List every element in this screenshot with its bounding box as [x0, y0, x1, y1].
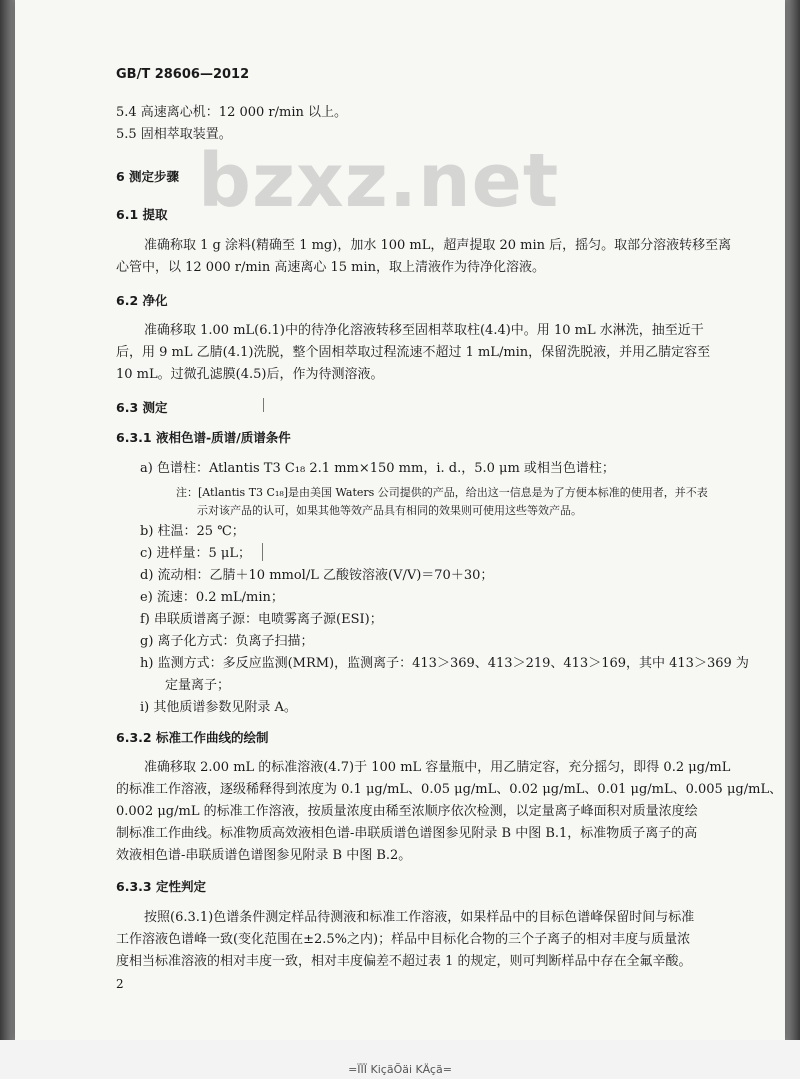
- note-line-1: 注：[Atlantis T3 C₁₈]是由美国 Waters 公司提供的产品，给出这一信息是为了方便本标准的使用者，并不表: [176, 486, 708, 499]
- section-6-heading: 6 测定步骤: [116, 169, 180, 184]
- paragraph-6-3-2-line-4: 制标准工作曲线。标准物质高效液相色谱-串联质谱色谱图参见附录 B 中图 B.1，标准物质子离子的高: [116, 826, 698, 841]
- paragraph-6-3-2-line-5: 效液相色谱-串联质谱色谱图参见附录 B 中图 B.2。: [116, 848, 412, 863]
- paragraph-6-2-line-2: 后，用 9 mL 乙腈(4.1)洗脱，整个固相萃取过程流速不超过 1 mL/min，保留洗脱液，并用乙腈定容至: [116, 345, 711, 360]
- paragraph-6-1-line-2: 心管中，以 12 000 r/min 高速离心 15 min，取上清液作为待净化溶液。: [116, 260, 546, 275]
- right-scan-border: [785, 0, 800, 1079]
- condition-f: f) 串联质谱离子源：电喷雾离子源(ESI)；: [140, 612, 383, 627]
- condition-e: e) 流速：0.2 mL/min；: [140, 590, 284, 605]
- paragraph-6-2-line-3: 10 mL。过微孔滤膜(4.5)后，作为待测溶液。: [116, 367, 384, 382]
- section-6-2-heading: 6.2 净化: [116, 293, 168, 308]
- paragraph-6-3-3-line-3: 度相当标准溶液的相对丰度一致，相对丰度偏差不超过表 1 的规定，则可判断样品中存在全氟辛酸。: [116, 954, 692, 969]
- condition-d: d) 流动相：乙腈＋10 mmol/L 乙酸铵溶液(V/V)＝70＋30；: [140, 568, 494, 583]
- scan-mark: [263, 398, 264, 412]
- paragraph-6-3-3-line-1: 按照(6.3.1)色谱条件测定样品待测液和标准工作溶液，如果样品中的目标色谱峰保留时间与标准: [144, 910, 695, 925]
- left-scan-border: [0, 0, 15, 1079]
- clause-5-5: 5.5 固相萃取装置。: [116, 127, 232, 142]
- footer-text: =ÏÏÏ KiçãÕäi KÄçã=: [348, 1063, 452, 1076]
- scan-mark-2: [262, 543, 263, 561]
- condition-i: i) 其他质谱参数见附录 A。: [140, 700, 297, 715]
- section-6-3-3-heading: 6.3.3 定性判定: [116, 879, 206, 894]
- paragraph-6-2-line-1: 准确移取 1.00 mL(6.1)中的待净化溶液转移至固相萃取柱(4.4)中。用 10 mL 水淋洗，抽至近干: [144, 323, 704, 338]
- section-6-3-2-heading: 6.3.2 标准工作曲线的绘制: [116, 730, 269, 745]
- standard-number: GB/T 28606—2012: [116, 67, 250, 82]
- note-line-2: 示对该产品的认可，如果其他等效产品具有相同的效果则可使用这些等效产品。: [197, 504, 582, 517]
- paragraph-6-3-3-line-2: 工作溶液色谱峰一致(变化范围在±2.5%之内)；样品中目标化合物的三个子离子的相对丰度与质量浓: [116, 932, 691, 947]
- condition-h-line-2: 定量离子；: [165, 678, 231, 693]
- section-6-1-heading: 6.1 提取: [116, 207, 168, 222]
- clause-5-4: 5.4 高速离心机：12 000 r/min 以上。: [116, 105, 348, 120]
- condition-c: c) 进样量：5 μL；: [140, 546, 251, 561]
- condition-g: g) 离子化方式：负离子扫描；: [140, 634, 314, 649]
- watermark: bzxz.net: [198, 138, 560, 224]
- condition-a: a) 色谱柱：Atlantis T3 C₁₈ 2.1 mm×150 mm，i. d.，5.0 μm 或相当色谱柱；: [140, 461, 615, 476]
- condition-h-line-1: h) 监测方式：多反应监测(MRM)，监测离子：413＞369、413＞219、413＞169，其中 413＞369 为: [140, 656, 749, 671]
- paragraph-6-3-2-line-3: 0.002 μg/mL 的标准工作溶液，按质量浓度由稀至浓顺序依次检测，以定量离子峰面积对质量浓度绘: [116, 804, 698, 819]
- condition-b: b) 柱温：25 ℃；: [140, 524, 245, 539]
- section-6-3-1-heading: 6.3.1 液相色谱-质谱/质谱条件: [116, 430, 291, 445]
- page-number: 2: [116, 977, 124, 991]
- paragraph-6-3-2-line-1: 准确移取 2.00 mL 的标准溶液(4.7)于 100 mL 容量瓶中，用乙腈定容，充分摇匀，即得 0.2 μg/mL: [144, 760, 731, 775]
- paragraph-6-1-line-1: 准确称取 1 g 涂料(精确至 1 mg)，加水 100 mL，超声提取 20 min 后，摇匀。取部分溶液转移至离: [144, 238, 732, 253]
- paragraph-6-3-2-line-2: 的标准工作溶液，逐级稀释得到浓度为 0.1 μg/mL、0.05 μg/mL、0.02 μg/mL、0.01 μg/mL、0.005 μg/mL、: [116, 782, 783, 797]
- section-6-3-heading: 6.3 测定: [116, 400, 168, 415]
